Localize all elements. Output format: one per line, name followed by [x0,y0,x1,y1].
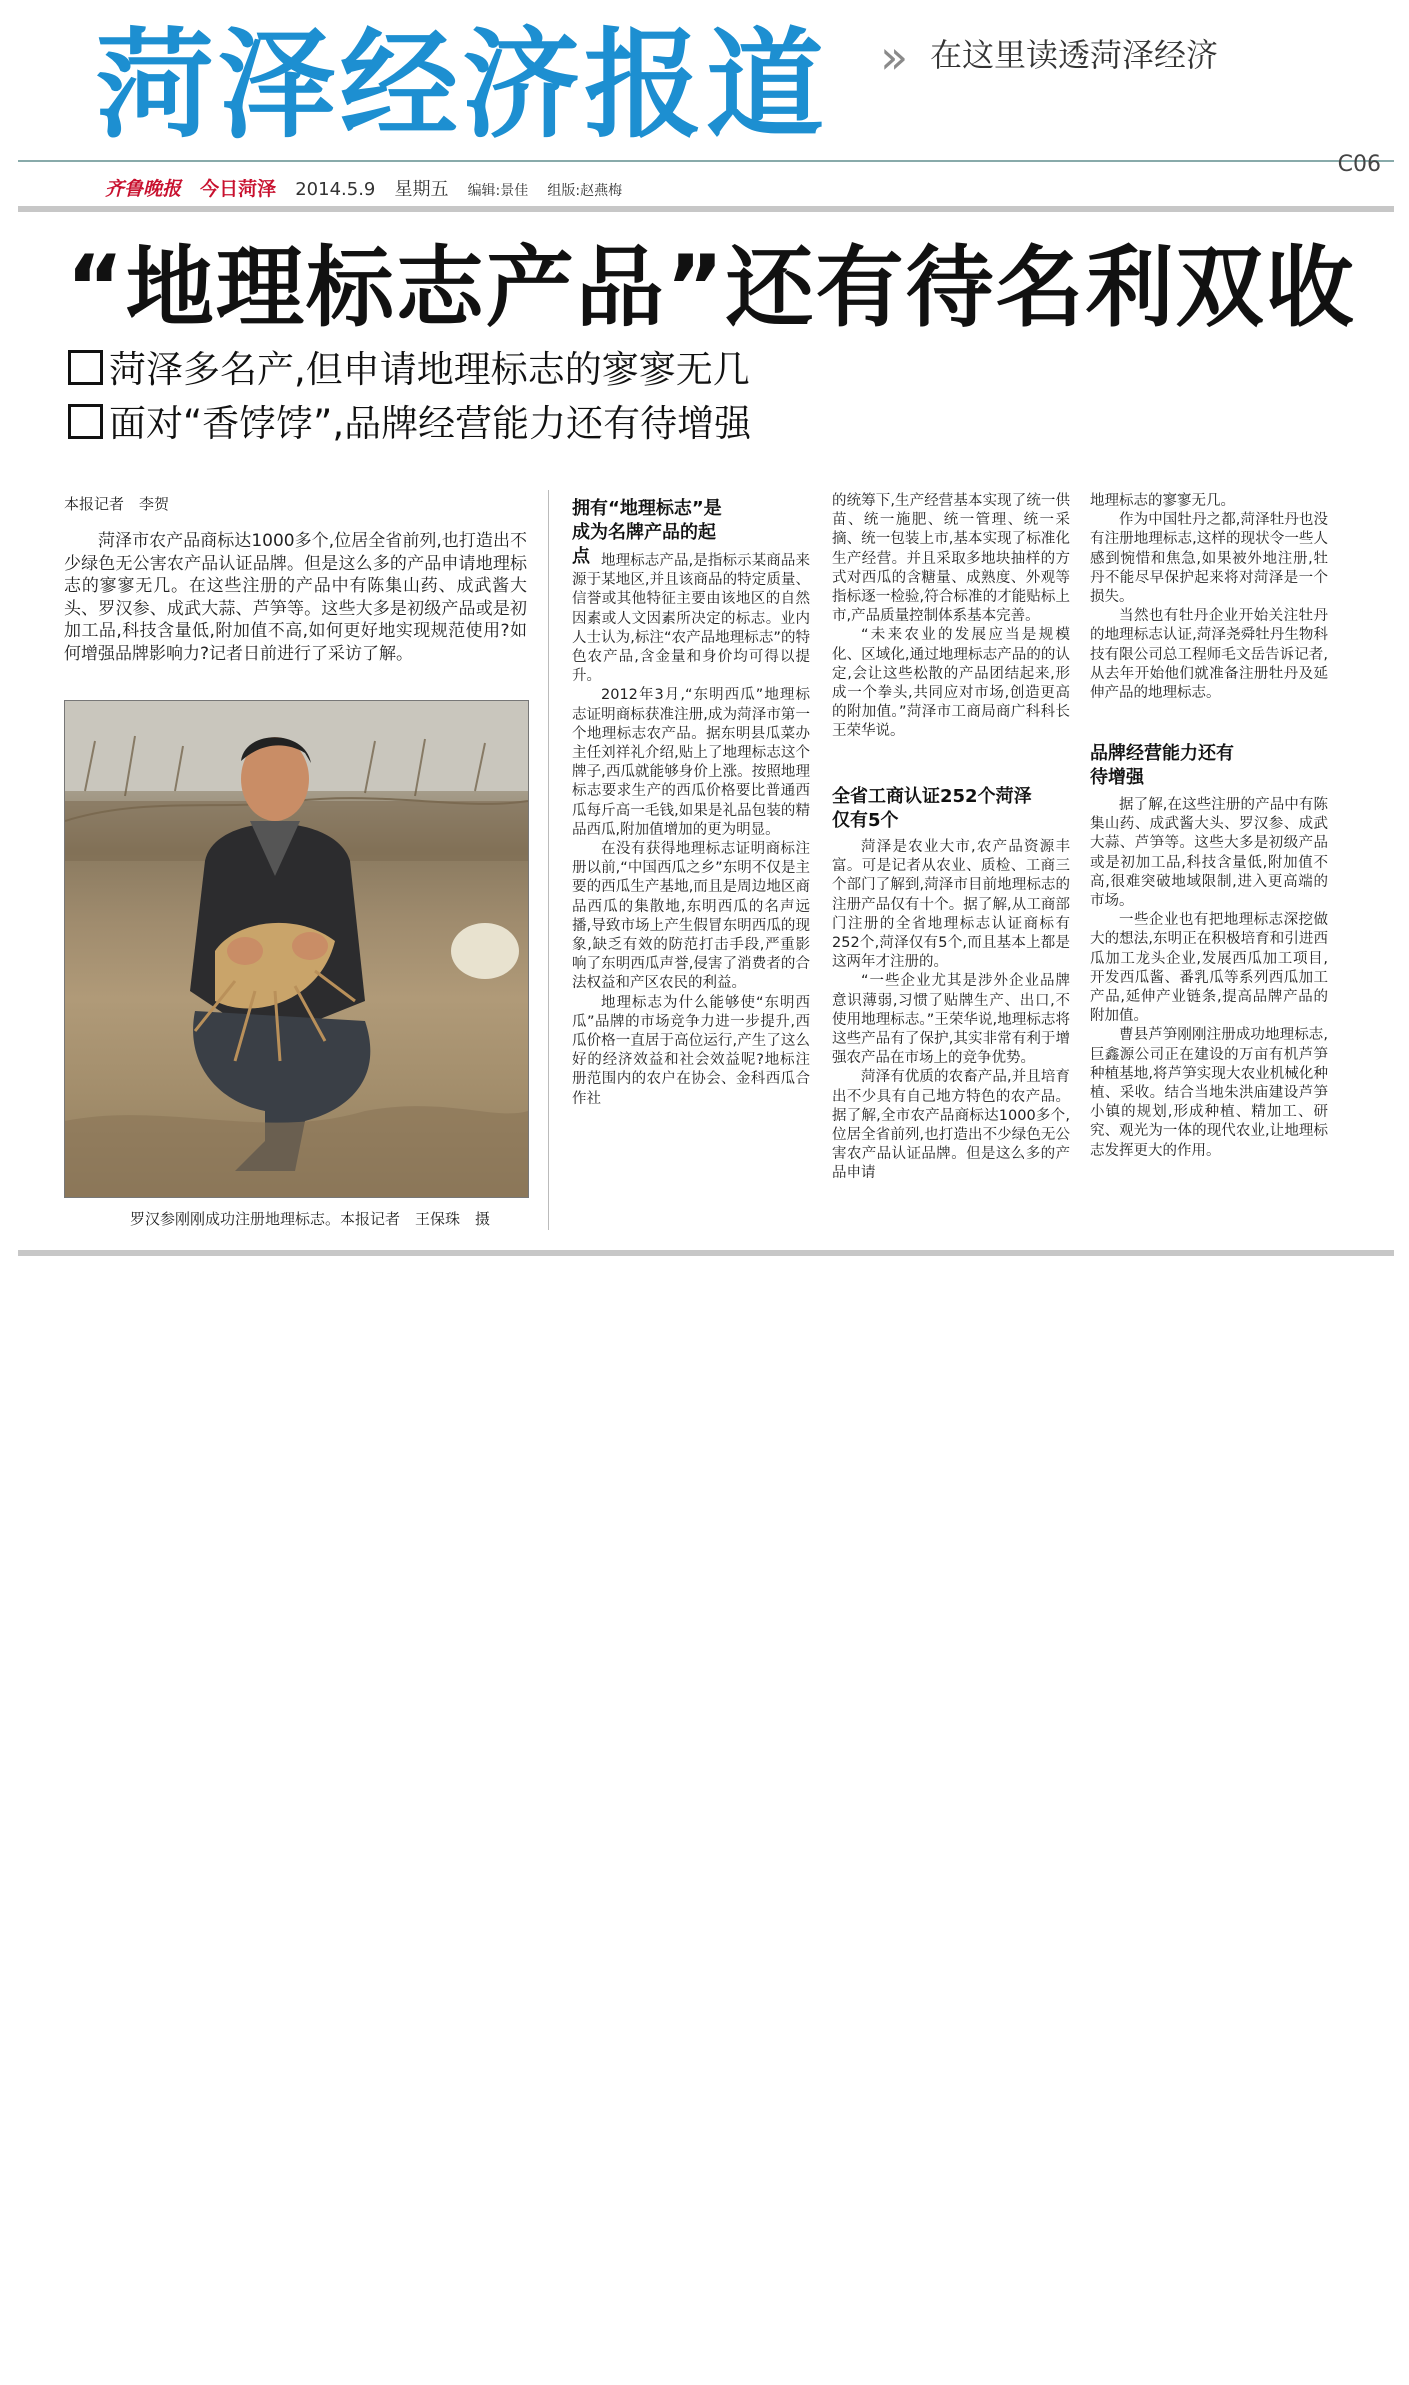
paragraph: 地理标志产品,是指标示某商品来源于某地区,并且该商品的特定质量、信誉或其他特征主要由该地区的自然因素或人文因素所决定的标志。业内人士认为,标注“农产品地理标志”的特色农产品,含金量和身价均可得以提升。 [572,553,810,685]
paragraph: 地理标志的寥寥无几。 [1090,493,1235,509]
column-4-body-top [1090,492,1328,703]
photo-illustration [65,701,528,1197]
paragraph: “未来农业的发展应当是规模化、区域化,通过地理标志产品的的认定,会让这些松散的产品团结起来,形成一个拳头,共同应对市场,创造更高的附加值。”菏泽市工商局商广科科长王荣华说。 [832,627,1070,740]
page-number: C06 [1337,152,1381,177]
masthead-divider [18,160,1394,162]
paragraph: 菏泽有优质的农畜产品,并且培育出不少具有自己地方特色的农产品。据了解,全市农产品商标达1000多个,位居全省前列,也打造出不少绿色无公害农产品认证品牌。但是这么多的产品申请 [832,1069,1070,1182]
lead-paragraph [64,530,527,666]
checkbox-square-icon [68,350,103,385]
column-divider [548,490,549,1230]
masthead-slogan: 在这里读透菏泽经济 [930,36,1219,74]
paragraph: 菏泽是农业大市,农产品资源丰富。可是记者从农业、质检、工商三个部门了解到,菏泽市目前地理标志的注册产品仅有十个。据了解,从工商部门注册的全省地理标志认证商标有252个,菏泽仅有5个,而且基本上都是这两年才注册的。 [832,839,1070,971]
paragraph: 曹县芦笋刚刚注册成功地理标志,巨鑫源公司正在建设的万亩有机芦笋种植基地,将芦笋实现大农业机械化种植、采收。结合当地朱洪庙建设芦笋小镇的规划,形成种植、精加工、研究、观光为一体的现代农业,让地理标志发挥更大的作用。 [1090,1027,1328,1159]
layout-credit: 组版:赵燕梅 [547,183,623,199]
paragraph: 一些企业也有把地理标志深挖做大的想法,东明正在积极培育和引进西瓜加工龙头企业,发展西瓜加工项目,开发西瓜酱、番乳瓜等系列西瓜加工产品,延伸产业链条,提高品牌产品的附加值。 [1090,912,1328,1025]
news-photo [64,700,529,1198]
subhead-1-text: 菏泽多名产,但申请地理标志的寥寥无几 [109,348,750,391]
issue-date: 2014.5.9 [295,179,376,200]
photo-caption: 罗汉参刚刚成功注册地理标志。本报记者 王保珠 摄 [130,1210,491,1228]
column-3-body-top [832,492,1070,742]
brand-logo-jinri-heze: 今日菏泽 [200,178,277,200]
paragraph: “一些企业尤其是涉外企业品牌意识薄弱,习惯了贴牌生产、出口,不使用地理标志。”王荣华说,地理标志将这些产品有了保护,其实非常有利于增强农产品在市场上的竞争优势。 [832,973,1070,1067]
paragraph: 2012年3月,“东明西瓜”地理标志证明商标获准注册,成为菏泽市第一个地理标志农产品。据东明县瓜菜办主任刘祥礼介绍,贴上了地理标志这个牌子,西瓜就能够身价上涨。按照地理标志要求生产的西瓜价格要比普通西瓜每斤高一毛钱,如果是礼品包装的精品西瓜,附加值增加的更为明显。 [572,687,810,838]
subhead-2 [68,404,751,445]
section-1-title: 拥有“地理标志”是成为名牌产品的起点 [572,498,722,567]
subhead-1 [68,350,750,391]
masthead-title: 菏泽经济报道 [96,16,829,154]
section-3-title: 品牌经营能力还有待增强 [1090,743,1234,788]
paragraph: 的统筹下,生产经营基本实现了统一供苗、统一施肥、统一管理、统一采摘、统一包装上市,基本实现了标准化生产经营。并且采取多地块抽样的方式对西瓜的含糖量、成熟度、外观等指标逐一检验,符合标准的才能贴标上市,产品质量控制体系基本完善。 [832,493,1070,625]
paragraph: 作为中国牡丹之都,菏泽牡丹也没有注册地理标志,这样的现状令一些人感到惋惜和焦急,如果被外地注册,牡丹不能尽早保护起来将对菏泽是一个损失。 [1090,512,1328,606]
byline: 本报记者 李贺 [64,495,170,513]
column-3-body-bottom [832,838,1070,1184]
column-4-body-bottom [1090,796,1328,1161]
paragraph: 在没有获得地理标志证明商标注册以前,“中国西瓜之乡”东明不仅是主要的西瓜生产基地,而且是周边地区商品西瓜的集散地,东明西瓜的名声远播,导致市场上产生假冒东明西瓜的现象,缺乏有效的防范打击手段,严重影响了东明西瓜声誉,侵害了消费者的合法权益和产区农民的利益。 [572,841,810,992]
header-gray-bar [18,206,1394,212]
paragraph: 当然也有牡丹企业开始关注牡丹的地理标志认证,菏泽尧舜牡丹生物科技有限公司总工程师毛文岳告诉记者,从去年开始他们就准备注册牡丹及延伸产品的地理标志。 [1090,608,1328,702]
issue-info-row [105,174,636,201]
editor-credit: 编辑:景佳 [467,183,529,199]
paragraph: 地理标志为什么能够使“东明西瓜”品牌的市场竞争力进一步提升,西瓜价格一直居于高位运行,产生了这么好的经济效益和社会效益呢?地标注册范围内的农户在协会、金科西瓜合作社 [572,994,810,1107]
column-2-body [572,552,810,1109]
section-2-title: 全省工商认证252个菏泽仅有5个 [832,786,1032,831]
checkbox-square-icon [68,404,103,439]
subhead-2-text: 面对“香饽饽”,品牌经营能力还有待增强 [109,402,752,445]
paragraph: 据了解,在这些注册的产品中有陈集山药、成武酱大头、罗汉参、成武大蒜、芦笋等。这些大多是初级产品或是初加工品,科技含量低,附加值不高,很难突破地域限制,进入更高端的市场。 [1090,797,1328,910]
brand-logo-qilu: 齐鲁晚报 [105,178,182,200]
lead-text: 菏泽市农产品商标达1000多个,位居全省前列,也打造出不少绿色无公害农产品认证品牌。但是这么多的产品申请地理标志的寥寥无几。在这些注册的产品中有陈集山药、成武酱大头、罗汉参、成武大蒜、芦笋等。这些大多是初级产品或是初加工品,科技含量低,附加值不高,如何更好地实现规范使用?如何增强品牌影响力?记者日前进行了采访了解。 [64,531,527,664]
issue-weekday: 星期五 [394,179,449,200]
footer-gray-bar [18,1250,1394,1256]
double-chevron-icon: » [880,30,909,84]
headline: “地理标志产品”还有待名利双收 [66,236,1356,339]
